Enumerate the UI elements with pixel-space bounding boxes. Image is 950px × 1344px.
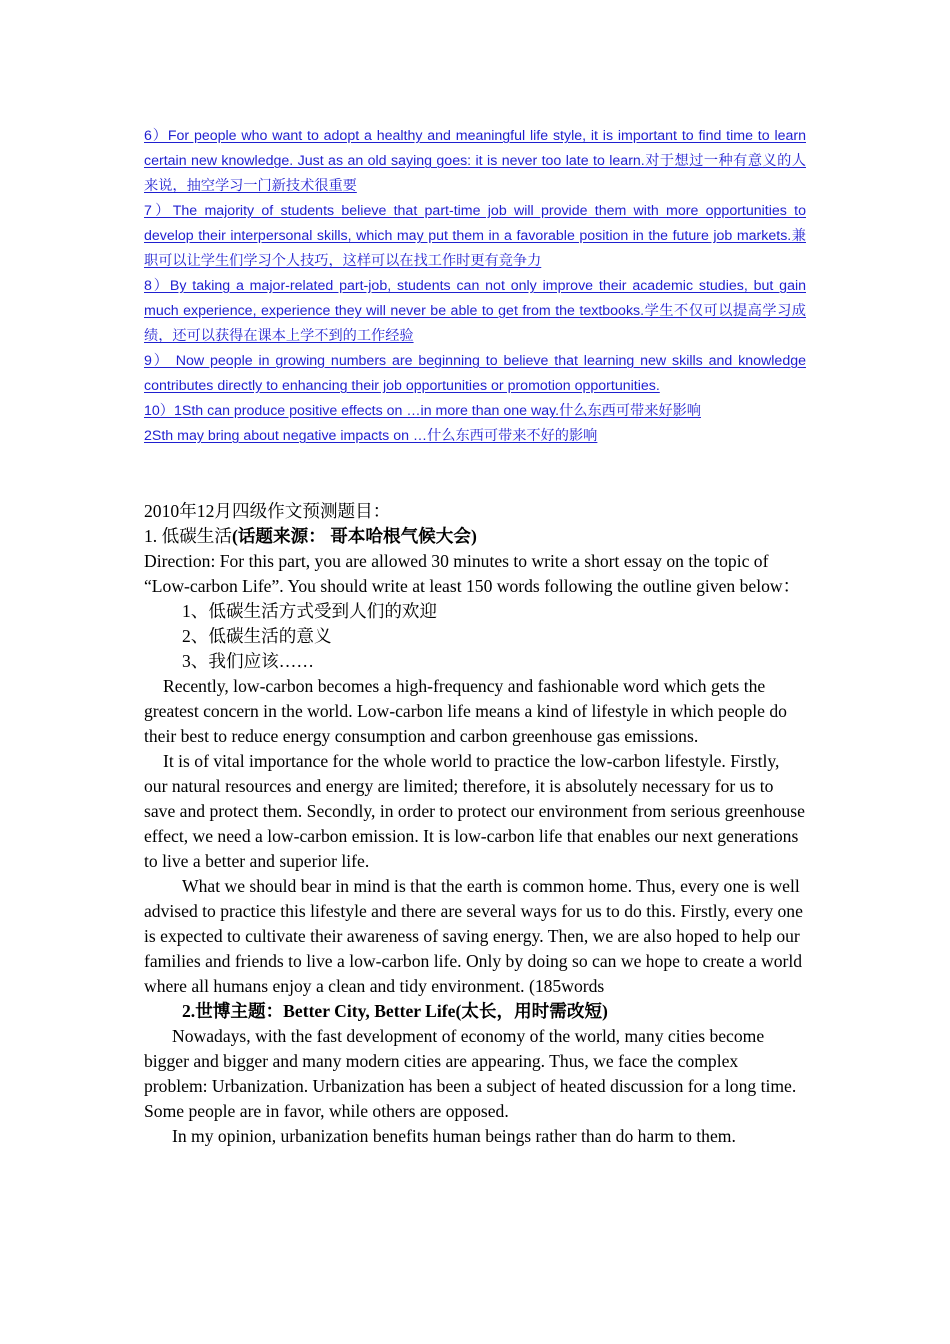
link-item-10b[interactable]: 2Sth may bring about negative impacts on …什么东西可带来不好的影响	[144, 428, 598, 444]
topic-1-title	[144, 524, 806, 549]
link-item-7[interactable]: 7）The majority of students believe that part-time job will provide them with more opportunities to develop their interpersonal skills, which may put them in a favorable position in the future job markets.兼职可以让学生们学习个人技巧，这样可以在找工作时更有竞争力	[144, 203, 806, 269]
link-item-6[interactable]: 6）For people who want to adopt a healthy and meaningful life style, it is important to find time to learn certain new knowledge. Just as an old saying goes: it is never too late to learn.对于想过一种有意义的人来说，抽空学习一门新技术很重要	[144, 128, 806, 194]
section-heading: 2010年12月四级作文预测题目：	[144, 501, 391, 521]
essay-paragraph: Recently, low-carbon becomes a high-frequency and fashionable word which gets the greatest concern in the world. Low-carbon life means a kind of lifestyle in which people do their best to reduce energy consumption and carbon greenhouse gas emissions.	[144, 676, 787, 746]
direction-text: Direction: For this part, you are allowed 30 minutes to write a short essay on the topic of “Low-carbon Life”. You should write at least 150 words following the outline given below：	[144, 551, 801, 596]
list-item	[144, 199, 806, 274]
list-item	[144, 274, 806, 349]
outline-item: 2、低碳生活的意义	[182, 626, 332, 646]
outline-item: 3、我们应该……	[182, 651, 314, 671]
link-item-9[interactable]: 9） Now people in growing numbers are beginning to believe that learning new skills and knowledge contributes directly to enhancing their job opportunities or promotion opportunities.	[144, 353, 806, 394]
spacer	[144, 449, 806, 499]
page-content	[144, 124, 806, 1149]
essay-section	[144, 499, 806, 1149]
outline-item: 1、低碳生活方式受到人们的欢迎	[182, 601, 438, 621]
hyperlink-list	[144, 124, 806, 449]
link-item-10a[interactable]: 10）1Sth can produce positive effects on …in more than one way.什么东西可带来好影响	[144, 403, 701, 419]
list-item	[144, 349, 806, 399]
link-item-8[interactable]: 8）By taking a major-related part-job, students can not only improve their academic studies, but gain much experience, experience they will never be able to get from the textbooks.学生不仅可以提高学习成绩，还可以获得在课本上学不到的工作经验	[144, 278, 806, 344]
outline-list	[144, 599, 806, 674]
essay-paragraph: What we should bear in mind is that the earth is common home. Thus, every one is well advised to practice this lifestyle and there are several ways for us to do this. Firstly, every one is expected to cultivate their awareness of saving energy. Then, we are also hoped to help our families and friends to live a low-carbon life. Only by doing so can we hope to create a world where all humans enjoy a clean and tidy environment. (185words	[144, 876, 803, 996]
list-item	[144, 424, 806, 449]
topic-1-source: (话题来源： 哥本哈根气候大会)	[231, 526, 477, 546]
list-item	[144, 399, 806, 424]
topic-2-title: 2.世博主题：Better City, Better Life(太长，用时需改短)	[182, 1001, 608, 1021]
list-item	[144, 124, 806, 199]
essay-paragraph: In my opinion, urbanization benefits human beings rather than do harm to them.	[172, 1126, 736, 1146]
essay-paragraph: Nowadays, with the fast development of economy of the world, many cities become bigger and bigger and many modern cities are appearing. Thus, we face the complex problem: Urbanization. Urbanization has been a subject of heated discussion for a long time. Some people are in favor, while others are opposed.	[144, 1026, 797, 1121]
essay-paragraph: It is of vital importance for the whole world to practice the low-carbon lifestyle. Firstly, our natural resources and energy are limited; therefore, it is absolutely necessary for us to save and protect them. Secondly, in order to protect our environment from serious greenhouse effect, we need a low-carbon emission. It is low-carbon life that enables our next generations to live a better and superior life.	[144, 751, 805, 871]
topic-1-prefix: 1. 低碳生活	[144, 526, 232, 546]
